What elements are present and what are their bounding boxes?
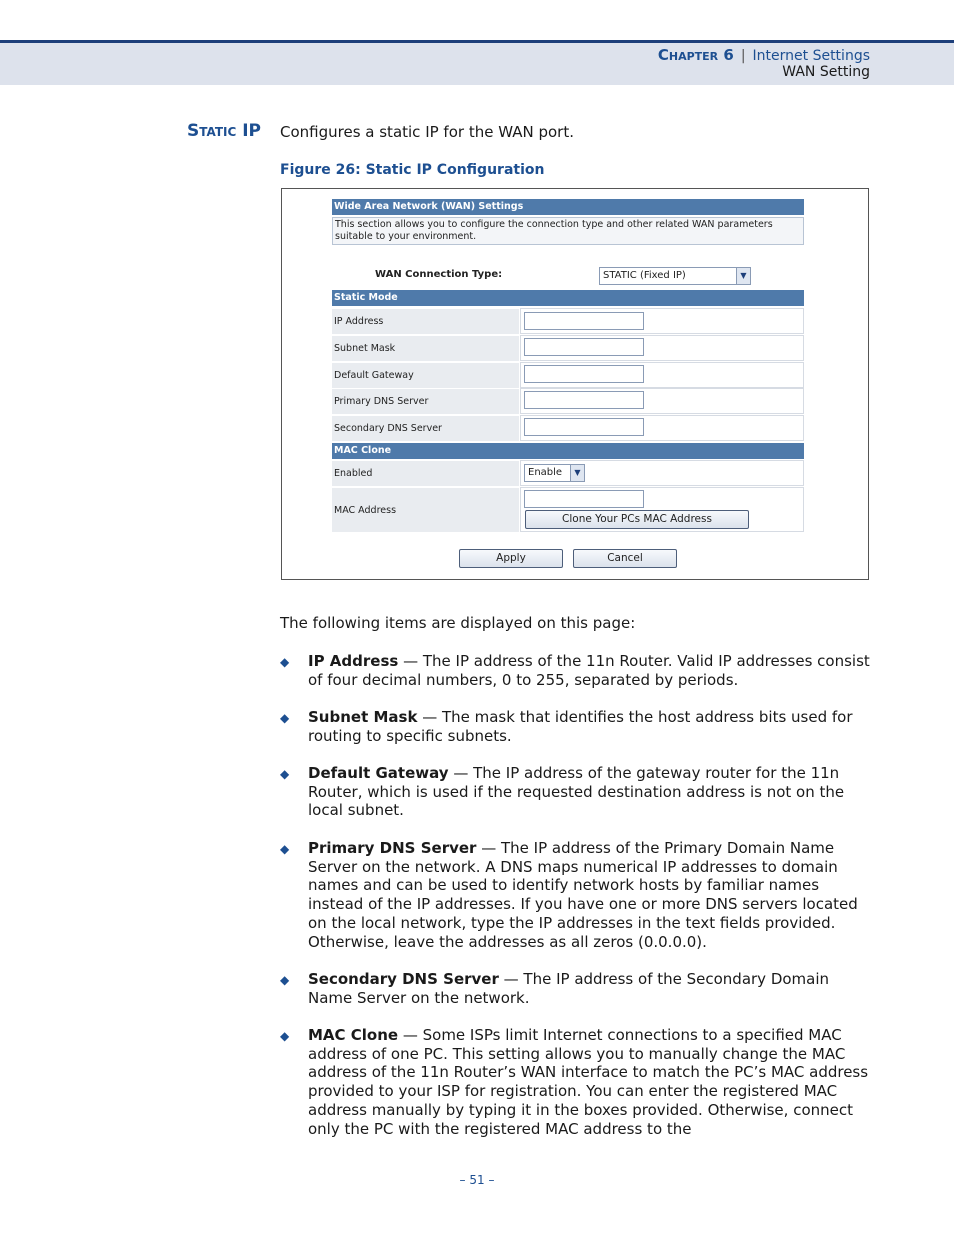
figure-caption: Figure 26: Static IP Configuration	[280, 162, 545, 178]
mac-clone-bar: MAC Clone	[332, 443, 804, 459]
bullet-icon: ◆	[280, 655, 290, 669]
bullet-icon: ◆	[280, 842, 290, 856]
item-text: — The IP address of the gateway router for the 11n Router, which is used if the requested destination address is not on the local subnet.	[308, 764, 845, 820]
item-text: — Some ISPs limit Internet connections to a specified MAC address of one PC. This setting allows you to manually change the MAC address of the 11n Router’s WAN interface to match the PC’s MAC address provided to your ISP for registration. You can enter the registered MAC address manually by typing it in the boxes provided. Otherwise, connect only the PC with the registered MAC address to the	[308, 1026, 869, 1138]
bullet-icon: ◆	[280, 973, 290, 987]
list-item	[308, 708, 873, 745]
items-intro: The following items are displayed on this page:	[280, 614, 636, 632]
secondary-dns-input[interactable]	[524, 418, 644, 436]
list-item	[308, 764, 873, 820]
intro-text: Configures a static IP for the WAN port.	[280, 123, 574, 141]
item-term: Secondary DNS Server	[308, 970, 499, 988]
bullet-icon: ◆	[280, 711, 290, 725]
item-text: — The mask that identifies the host address bits used for routing to specific subnets.	[308, 708, 853, 745]
apply-button[interactable]: Apply	[459, 549, 563, 568]
clone-mac-button[interactable]: Clone Your PCs MAC Address	[525, 510, 749, 529]
item-term: IP Address	[308, 652, 399, 670]
list-item	[308, 652, 873, 689]
list-item	[308, 839, 873, 951]
header-separator: |	[740, 48, 746, 64]
mac-clone-enable-select[interactable]	[524, 464, 585, 482]
item-text: — The IP address of the 11n Router. Valid IP addresses consist of four decimal numbers, 0 to 255, separated by periods.	[308, 652, 870, 689]
field-label-mac-address: MAC Address	[332, 487, 519, 532]
chevron-down-icon: ▼	[736, 268, 750, 284]
item-text: — The IP address of the Primary Domain Name Server on the network. A DNS maps numerical IP addresses to domain names and can be used to identify network hosts by familiar names instead of the IP addresses. If you have one or more DNS servers located on the local network, type the IP addresses in the text fields provided. Otherwise, leave the addresses as all zeros (0.0.0.0).	[308, 839, 858, 951]
wan-type-select[interactable]	[599, 267, 751, 285]
side-heading: Static IP	[187, 121, 262, 141]
item-term: MAC Clone	[308, 1026, 399, 1044]
mac-clone-enable-value: Enable	[528, 467, 563, 478]
list-item	[308, 1026, 873, 1138]
subsection-title: WAN Setting	[782, 64, 870, 80]
wan-description: This section allows you to configure the connection type and other related WAN parameters suitable to your environment.	[332, 217, 804, 245]
field-label-primary-dns: Primary DNS Server	[332, 388, 519, 414]
wan-type-value: STATIC (Fixed IP)	[603, 270, 686, 281]
field-label-default-gateway: Default Gateway	[332, 362, 519, 388]
bullet-icon: ◆	[280, 767, 290, 781]
subnet-mask-input[interactable]	[524, 338, 644, 356]
primary-dns-input[interactable]	[524, 391, 644, 409]
static-mode-bar: Static Mode	[332, 290, 804, 306]
item-term: Primary DNS Server	[308, 839, 477, 857]
field-label-subnet-mask: Subnet Mask	[332, 335, 519, 361]
ip-address-input[interactable]	[524, 312, 644, 330]
wan-settings-bar: Wide Area Network (WAN) Settings	[332, 199, 804, 215]
wan-type-label: WAN Connection Type:	[375, 269, 503, 280]
bullet-icon: ◆	[280, 1029, 290, 1043]
chapter-label: Chapter 6	[657, 46, 734, 64]
list-item	[308, 970, 873, 1007]
default-gateway-input[interactable]	[524, 365, 644, 383]
running-header	[658, 46, 870, 64]
chevron-down-icon: ▼	[570, 465, 584, 481]
item-text: — The IP address of the Secondary Domain Name Server on the network.	[308, 970, 830, 1007]
field-label-enabled: Enabled	[332, 460, 519, 486]
mac-address-input[interactable]	[524, 490, 644, 508]
page-number: – 51 –	[459, 1173, 495, 1187]
section-title: Internet Settings	[752, 48, 870, 64]
field-label-secondary-dns: Secondary DNS Server	[332, 415, 519, 441]
item-term: Default Gateway	[308, 764, 449, 782]
field-label-ip-address: IP Address	[332, 308, 519, 334]
item-term: Subnet Mask	[308, 708, 418, 726]
cancel-button[interactable]: Cancel	[573, 549, 677, 568]
